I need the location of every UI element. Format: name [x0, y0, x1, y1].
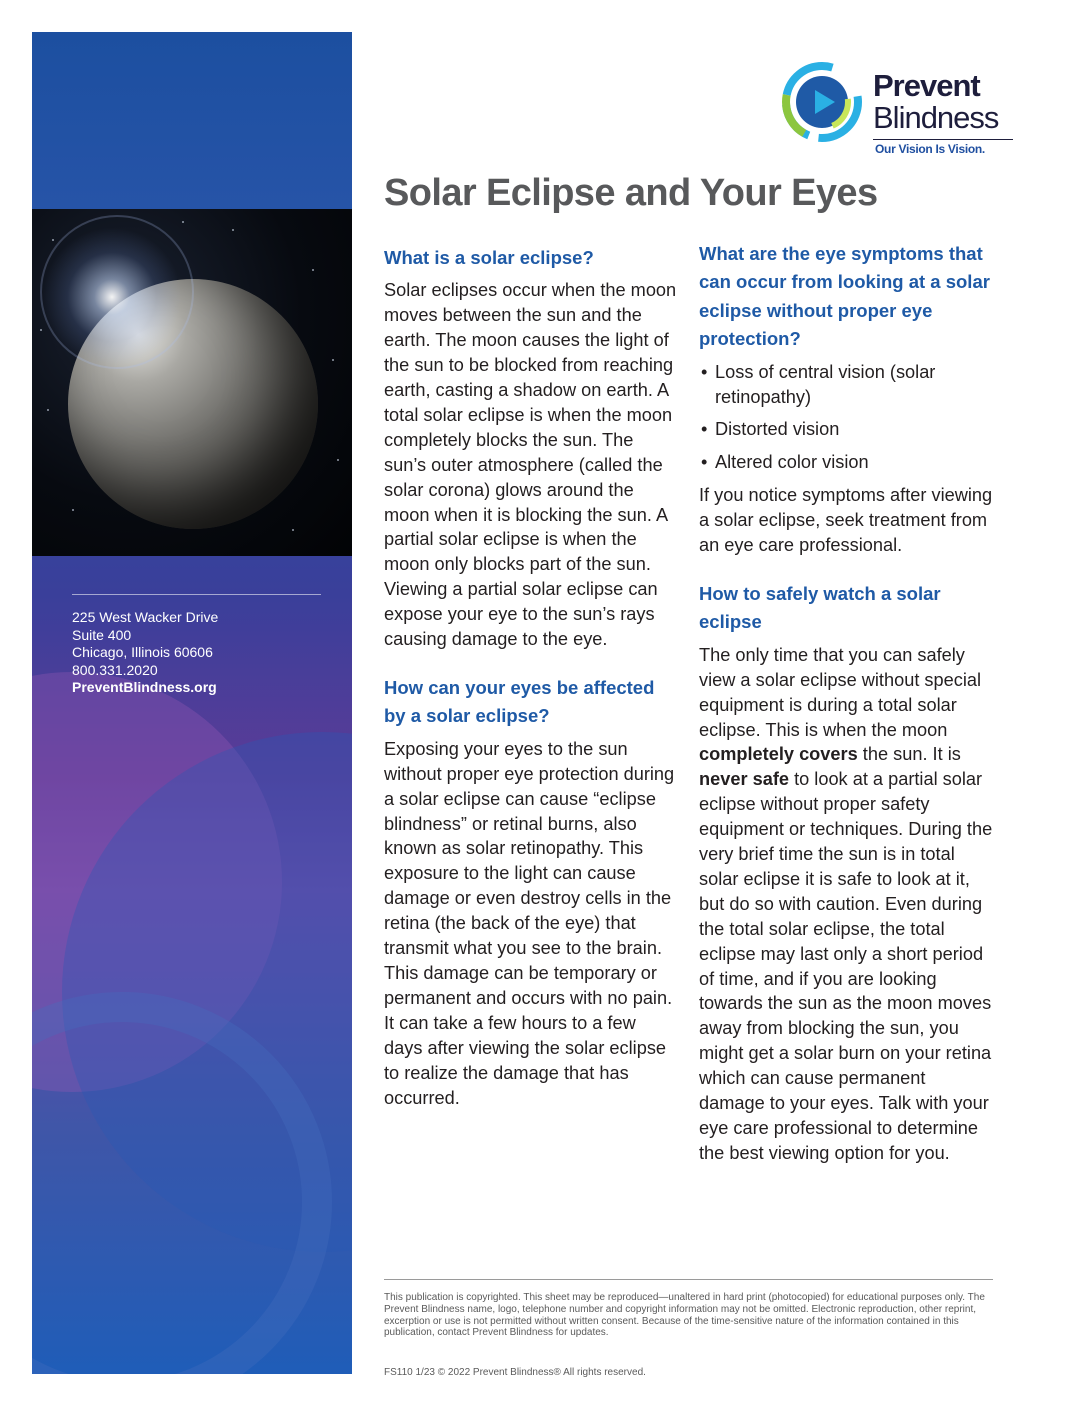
eye-logo-icon [782, 62, 862, 142]
sidebar-panel [32, 32, 352, 1374]
contact-address [72, 609, 218, 697]
bullet-icon: • [701, 452, 708, 473]
lens-flare-ring [40, 215, 194, 369]
phone-number: 800.331.2020 [72, 661, 158, 678]
bullet-icon: • [701, 419, 708, 440]
address-divider [72, 594, 321, 595]
paragraph-safely-watch: The only time that you can safely view a solar eclipse without special equipment is during a total solar eclipse. This is when the moon completely covers the sun. It is never safe to look at a partial solar eclipse without proper safety equipment or techniques. During the very brief time the sun is in total solar eclipse it is safe to look at it, but do so with caution. Even during the total solar eclipse, the total eclipse may last only a short period of time, and if you are looking towards the sun as the moon moves away from blocking the sun, you might get a solar burn on your retina which can cause permanent damage to your eyes. Talk with your eye care professional to determine the best viewing option for you. [699, 644, 993, 1163]
heading-how-eyes-affected: How can your eyes be affected by a solar eclipse? [384, 677, 655, 727]
symptom-text: Distorted vision [715, 419, 840, 440]
logo-name-line2: Blindness [873, 100, 999, 135]
address-line: Suite 400 [72, 626, 132, 643]
right-column [699, 240, 994, 1178]
logo-divider [873, 139, 1013, 140]
logo-tagline: Our Vision Is Vision. [875, 142, 985, 156]
paragraph-what-is-eclipse: Solar eclipses occur when the moon moves between the sun and the earth. The moon causes the light of the sun to be blocked from reaching earth, casting a shadow on earth. A total solar eclipse is when the moon completely blocks the sun. The sun’s outer atmosphere (called the solar corona) glows around the moon when it is blocking the sun. A partial solar eclipse is when the moon only blocks part of the sun. Viewing a partial solar eclipse can expose your eye to the sun’s rays causing damage to the eye. [384, 280, 677, 650]
heading-what-is-eclipse: What is a solar eclipse? [384, 247, 594, 268]
prevent-blindness-logo [782, 62, 1014, 158]
symptoms-list [699, 360, 994, 476]
list-item [699, 450, 994, 475]
copyright-notice: This publication is copyrighted. This sheet may be reproduced—unaltered in hard print (photocopied) for educational purposes only. The Prevent Blindness name, logo, telephone number and copyright information may not be omitted. Electronic reproduction, other reprint, excerption or use is not permitted without written consent. Because of the time-sensitive nature of the information contained in this publication, contact Prevent Blindness for updates. [384, 1292, 985, 1339]
bullet-icon: • [701, 361, 708, 382]
paragraph-how-eyes-affected: Exposing your eyes to the sun without proper eye protection during a solar eclipse can cause “eclipse blindness” or retinal burns, also known as solar retinopathy. This exposure to the light can cause damage or even destroy cells in the retina (the back of the eye) that transmit what you see to the brain. This damage can be temporary or permanent and occurs with no pain. It can take a few hours to a few days after viewing the solar eclipse to realize the damage that has occurred. [384, 738, 675, 1108]
emphasis-never-safe: never safe [699, 769, 789, 790]
list-item [699, 417, 994, 442]
footer-divider [384, 1279, 993, 1280]
left-column [384, 244, 679, 1122]
heading-safely-watch: How to safely watch a solar eclipse [699, 582, 941, 633]
address-line: Chicago, Illinois 60606 [72, 644, 213, 660]
paragraph-symptoms-advice: If you notice symptoms after viewing a solar eclipse, seek treatment from an eye care professional. [699, 485, 993, 556]
heading-eye-symptoms: What are the eye symptoms that can occur from looking at a solar eclipse without proper eye protection? [699, 243, 990, 350]
address-line: 225 West Wacker Drive [72, 609, 219, 625]
symptom-text: Loss of central vision (solar retinopathy) [715, 361, 936, 407]
website-link[interactable]: PreventBlindness.org [72, 679, 217, 695]
publication-code: FS110 1/23 © 2022 Prevent Blindness® All rights reserved. [384, 1367, 646, 1378]
page-title: Solar Eclipse and Your Eyes [384, 172, 878, 214]
emphasis-completely-covers: completely covers [699, 744, 858, 765]
list-item [699, 360, 994, 410]
logo-name-line1: Prevent [873, 68, 980, 103]
symptom-text: Altered color vision [715, 452, 869, 473]
eclipse-photo [32, 209, 352, 556]
